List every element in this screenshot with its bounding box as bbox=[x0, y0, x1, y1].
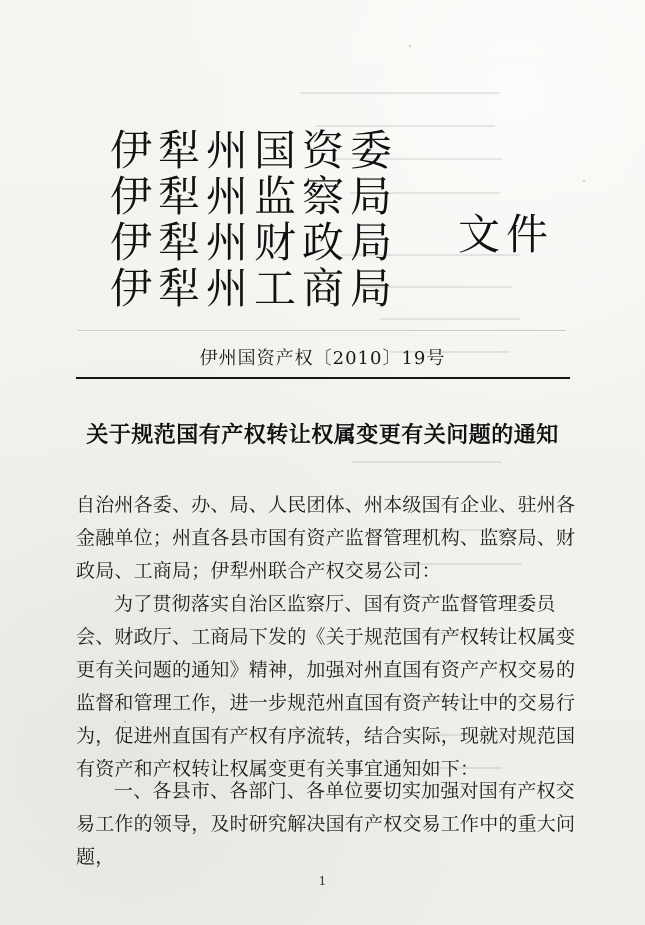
issuing-agencies-block bbox=[110, 128, 470, 312]
agency-name-1: 伊犁州国资委 bbox=[110, 126, 399, 175]
agency-name-4: 伊犁州工商局 bbox=[110, 264, 399, 313]
addressees-paragraph: 自治州各委、办、局、人民团体、州本级国有企业、驻州各金融单位；州直各县市国有资产监督管理机构、监察局、财政局、工商局；伊犁州联合产权交易公司： bbox=[76, 494, 576, 582]
header-divider bbox=[76, 377, 570, 379]
body-paragraph-2: 一、各县市、各部门、各单位要切实加强对国有产权交易工作的领导，及时研究解决国有产权交易工作中的重大问题， bbox=[76, 780, 576, 868]
document-title: 关于规范国有产权转让权属变更有关问题的通知 bbox=[86, 423, 559, 448]
page-number: 1 bbox=[318, 874, 327, 888]
body-paragraph-1: 为了贯彻落实自治区监察厅、国有资产监督管理委员会、财政厅、工商局下发的《关于规范国有产权转让权属变更有关问题的通知》精神，加强对州直国有资产产权交易的监督和管理工作，进一步规范州直国有资产转让中的交易行为，促进州直国有产权有序流转，结合实际，现就对规范国有资产和产权转让权属变更有关事宜通知如下： bbox=[76, 593, 576, 780]
scan-speck-2 bbox=[583, 180, 585, 182]
agency-name-3: 伊犁州财政局 bbox=[110, 218, 399, 267]
document-number: 伊州国资产权〔2010〕19号 bbox=[199, 348, 446, 369]
document-type-label: 文件 bbox=[458, 210, 555, 259]
scan-speck-3 bbox=[124, 721, 126, 723]
agency-name-2: 伊犁州监察局 bbox=[110, 172, 399, 221]
faint-header-divider bbox=[78, 330, 566, 331]
scan-speck-1 bbox=[409, 45, 411, 47]
